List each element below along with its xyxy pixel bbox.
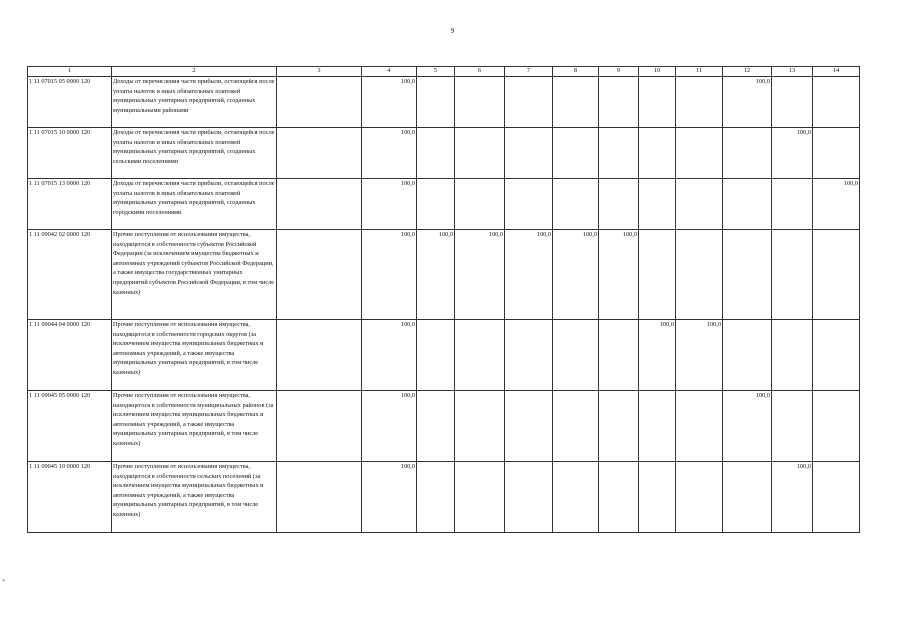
value-cell bbox=[553, 179, 599, 230]
page-number: 9 bbox=[450, 27, 455, 35]
value-cell bbox=[723, 230, 772, 320]
col-header: 8 bbox=[553, 67, 599, 77]
value-cell bbox=[277, 128, 362, 179]
table-row bbox=[28, 128, 860, 179]
col-header: 13 bbox=[772, 67, 813, 77]
value-cell bbox=[505, 462, 553, 533]
row-name: Прочие поступления от использования имущества, находящегося в собственности муниципальных районов (за исключением имущества муниципальных бюджетных и автономных учреждений, а также имущества муниципальных унитарных предприятий, в том числе казенных) bbox=[112, 391, 277, 462]
table-row bbox=[28, 320, 860, 391]
value-cell bbox=[813, 320, 860, 391]
value-cell bbox=[723, 462, 772, 533]
table-row bbox=[28, 462, 860, 533]
value-cell bbox=[639, 462, 676, 533]
table-row bbox=[28, 77, 860, 128]
value-cell: 100,0 bbox=[362, 128, 417, 179]
table-row bbox=[28, 179, 860, 230]
value-cell bbox=[772, 179, 813, 230]
value-cell bbox=[676, 128, 723, 179]
value-cell: 100,0 bbox=[599, 230, 639, 320]
value-cell bbox=[553, 462, 599, 533]
row-code: 1 11 07015 05 0000 120 bbox=[28, 77, 112, 128]
value-cell bbox=[639, 128, 676, 179]
value-cell bbox=[553, 77, 599, 128]
value-cell bbox=[417, 320, 455, 391]
col-header: 11 bbox=[676, 67, 723, 77]
value-cell bbox=[772, 230, 813, 320]
value-cell bbox=[599, 391, 639, 462]
value-cell bbox=[676, 230, 723, 320]
value-cell: 100,0 bbox=[505, 230, 553, 320]
value-cell bbox=[599, 462, 639, 533]
value-cell bbox=[723, 320, 772, 391]
value-cell bbox=[723, 179, 772, 230]
value-cell bbox=[599, 77, 639, 128]
value-cell bbox=[277, 391, 362, 462]
value-cell: 100,0 bbox=[723, 391, 772, 462]
value-cell bbox=[455, 77, 505, 128]
col-header: 10 bbox=[639, 67, 676, 77]
col-header: 7 bbox=[505, 67, 553, 77]
value-cell bbox=[676, 462, 723, 533]
value-cell: 100,0 bbox=[772, 462, 813, 533]
value-cell bbox=[599, 128, 639, 179]
value-cell bbox=[417, 179, 455, 230]
value-cell: 100,0 bbox=[723, 77, 772, 128]
col-header: 2 bbox=[112, 67, 277, 77]
value-cell bbox=[417, 128, 455, 179]
value-cell: 100,0 bbox=[362, 462, 417, 533]
row-code: 1 11 09042 02 0000 120 bbox=[28, 230, 112, 320]
value-cell bbox=[277, 179, 362, 230]
value-cell bbox=[455, 128, 505, 179]
table-row bbox=[28, 230, 860, 320]
value-cell bbox=[772, 391, 813, 462]
value-cell bbox=[505, 391, 553, 462]
value-cell bbox=[772, 320, 813, 391]
value-cell bbox=[813, 462, 860, 533]
table-body bbox=[28, 77, 860, 533]
row-name: Прочие поступления от использования имущества, находящегося в собственности городских округов (за исключением имущества муниципальных бюджетных и автономных учреждений, а также имущества муниципальных унитарных предприятий, в том числе казенных) bbox=[112, 320, 277, 391]
value-cell bbox=[813, 128, 860, 179]
value-cell: 100,0 bbox=[362, 77, 417, 128]
scan-edge-mark: ≡ bbox=[2, 578, 6, 584]
value-cell bbox=[723, 128, 772, 179]
value-cell bbox=[639, 77, 676, 128]
value-cell: 100,0 bbox=[813, 179, 860, 230]
value-cell bbox=[639, 391, 676, 462]
value-cell: 100,0 bbox=[417, 230, 455, 320]
value-cell bbox=[599, 320, 639, 391]
row-code: 1 11 07015 13 0000 120 bbox=[28, 179, 112, 230]
value-cell bbox=[813, 391, 860, 462]
value-cell: 100,0 bbox=[553, 230, 599, 320]
value-cell bbox=[505, 179, 553, 230]
row-name: Доходы от перечисления части прибыли, остающейся после уплаты налогов и иных обязательных платежей муниципальных унитарных предприятий, созданных муниципальными районами bbox=[112, 77, 277, 128]
value-cell: 100,0 bbox=[455, 230, 505, 320]
row-name: Доходы от перечисления части прибыли, остающейся после уплаты налогов и иных обязательных платежей муниципальных унитарных предприятий, созданных городскими поселениями bbox=[112, 179, 277, 230]
value-cell: 100,0 bbox=[639, 320, 676, 391]
value-cell bbox=[676, 77, 723, 128]
value-cell: 100,0 bbox=[362, 179, 417, 230]
value-cell bbox=[553, 128, 599, 179]
value-cell bbox=[553, 320, 599, 391]
row-code: 1 11 07015 10 0000 120 bbox=[28, 128, 112, 179]
value-cell bbox=[277, 462, 362, 533]
col-header: 6 bbox=[455, 67, 505, 77]
value-cell: 100,0 bbox=[676, 320, 723, 391]
col-header: 14 bbox=[813, 67, 860, 77]
value-cell bbox=[505, 128, 553, 179]
value-cell bbox=[455, 391, 505, 462]
value-cell bbox=[813, 77, 860, 128]
table-row bbox=[28, 391, 860, 462]
value-cell bbox=[455, 320, 505, 391]
col-header: 5 bbox=[417, 67, 455, 77]
col-header: 4 bbox=[362, 67, 417, 77]
value-cell bbox=[277, 77, 362, 128]
value-cell bbox=[772, 77, 813, 128]
value-cell bbox=[676, 179, 723, 230]
value-cell: 100,0 bbox=[772, 128, 813, 179]
value-cell bbox=[505, 320, 553, 391]
value-cell bbox=[277, 230, 362, 320]
value-cell bbox=[639, 179, 676, 230]
value-cell bbox=[417, 77, 455, 128]
value-cell bbox=[676, 391, 723, 462]
value-cell bbox=[553, 391, 599, 462]
row-name: Доходы от перечисления части прибыли, остающейся после уплаты налогов и иных обязательных платежей муниципальных унитарных предприятий, созданных сельскими поселениями bbox=[112, 128, 277, 179]
col-header: 12 bbox=[723, 67, 772, 77]
value-cell bbox=[455, 179, 505, 230]
value-cell bbox=[277, 320, 362, 391]
value-cell bbox=[505, 77, 553, 128]
row-name: Прочие поступления от использования имущества, находящегося в собственности сельских поселений (за исключением имущества муниципальных бюджетных и автономных учреждений, а также имущества муниципальных унитарных предприятий, в том числе казенных) bbox=[112, 462, 277, 533]
value-cell bbox=[417, 462, 455, 533]
col-header: 9 bbox=[599, 67, 639, 77]
row-code: 1 11 09044 04 0000 120 bbox=[28, 320, 112, 391]
row-name: Прочие поступления от использования имущества, находящегося в собственности субъектов Российской Федерации (за исключением имущества бюджетных и автономных учреждений субъектов Российской Федерации, а также имущества государственных унитарных предприятий субъектов Российской Федерации, в том числе казенных) bbox=[112, 230, 277, 320]
value-cell bbox=[639, 230, 676, 320]
value-cell bbox=[455, 462, 505, 533]
value-cell bbox=[417, 391, 455, 462]
row-code: 1 11 09045 10 0000 120 bbox=[28, 462, 112, 533]
col-header: 3 bbox=[277, 67, 362, 77]
value-cell bbox=[813, 230, 860, 320]
col-header: 1 bbox=[28, 67, 112, 77]
value-cell: 100,0 bbox=[362, 391, 417, 462]
value-cell bbox=[599, 179, 639, 230]
value-cell: 100,0 bbox=[362, 230, 417, 320]
budget-table bbox=[27, 66, 860, 533]
value-cell: 100,0 bbox=[362, 320, 417, 391]
header-row bbox=[28, 67, 860, 77]
row-code: 1 11 09045 05 0000 120 bbox=[28, 391, 112, 462]
